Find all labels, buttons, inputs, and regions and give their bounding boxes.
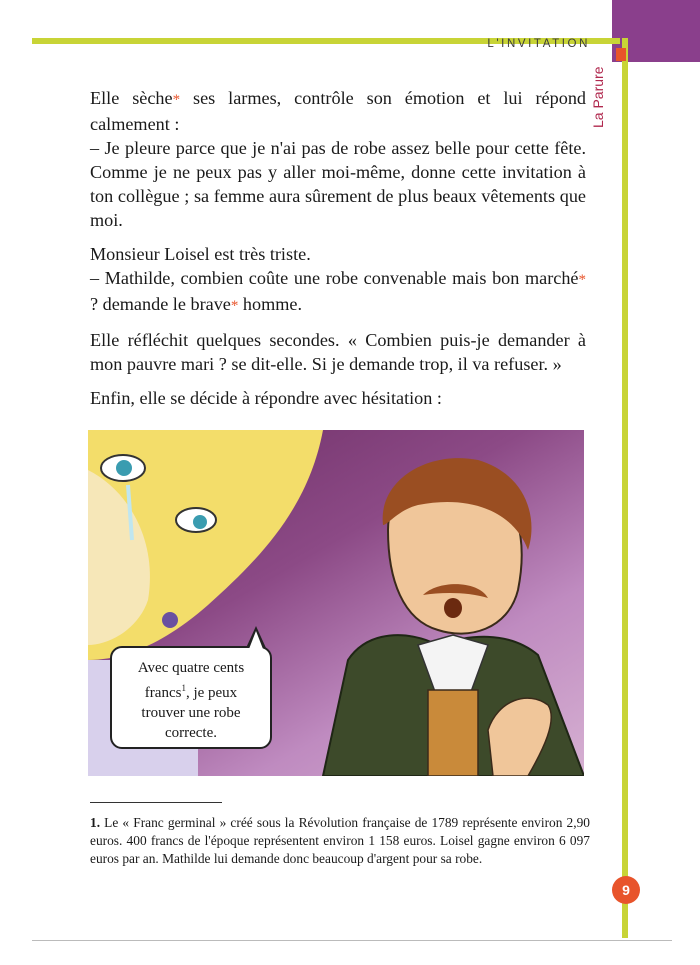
footnote-ref: 1 — [181, 683, 186, 693]
man-mouth — [444, 598, 462, 618]
page-number: 9 — [612, 876, 640, 904]
side-rule — [622, 38, 628, 938]
paragraph-3: Elle réfléchit quelques secondes. « Combien puis-je demander à mon pauvre mari ? se dit-elle. Si je demande trop, il va refuser. » — [90, 330, 586, 374]
paragraph-2: Monsieur Loisel est très triste. – Mathilde, combien coûte une robe convenable mais bon marché* ? demande le brave* homme. — [90, 244, 586, 314]
chapter-title: L'INVITATION — [487, 38, 590, 50]
glossary-star-icon: * — [230, 298, 239, 314]
speech-bubble: Avec quatre cents francs$^1$, je peux trouver une robe correcte. — [110, 646, 272, 749]
woman-iris — [116, 460, 132, 476]
paragraph-4: Enfin, elle se décide à répondre avec hésitation : — [90, 388, 442, 408]
paragraph-1: Elle sèche* ses larmes, contrôle son émotion et lui répond calmement : – Je pleure parce que je n'ai pas de robe assez belle pour cette fête. Comme je ne peux pas y aller moi-même, donne cette invitation à ton collègue ; sa femme aura sûrement de plus beaux vêtements que moi. — [90, 88, 587, 230]
body-text — [90, 86, 586, 420]
footnote: 1. Le « Franc germinal » créé sous la Révolution française de 1789 représente environ 2,90 euros. 400 francs de l'époque représentent environ 1 158 euros. Loisel gagne environ 6 097 euros par an. Mathilde lui demande donc beaucoup d'argent pour sa robe. — [90, 815, 590, 866]
bottom-rule — [32, 940, 672, 941]
footnote-divider — [90, 802, 222, 803]
glossary-star-icon: * — [578, 272, 586, 288]
waistcoat — [428, 690, 478, 776]
earring — [162, 612, 178, 628]
book-title-vertical: La Parure — [590, 66, 606, 128]
glossary-star-icon: * — [172, 92, 181, 108]
side-marker — [616, 48, 626, 61]
speech-bubble-tail-fill — [249, 631, 263, 649]
